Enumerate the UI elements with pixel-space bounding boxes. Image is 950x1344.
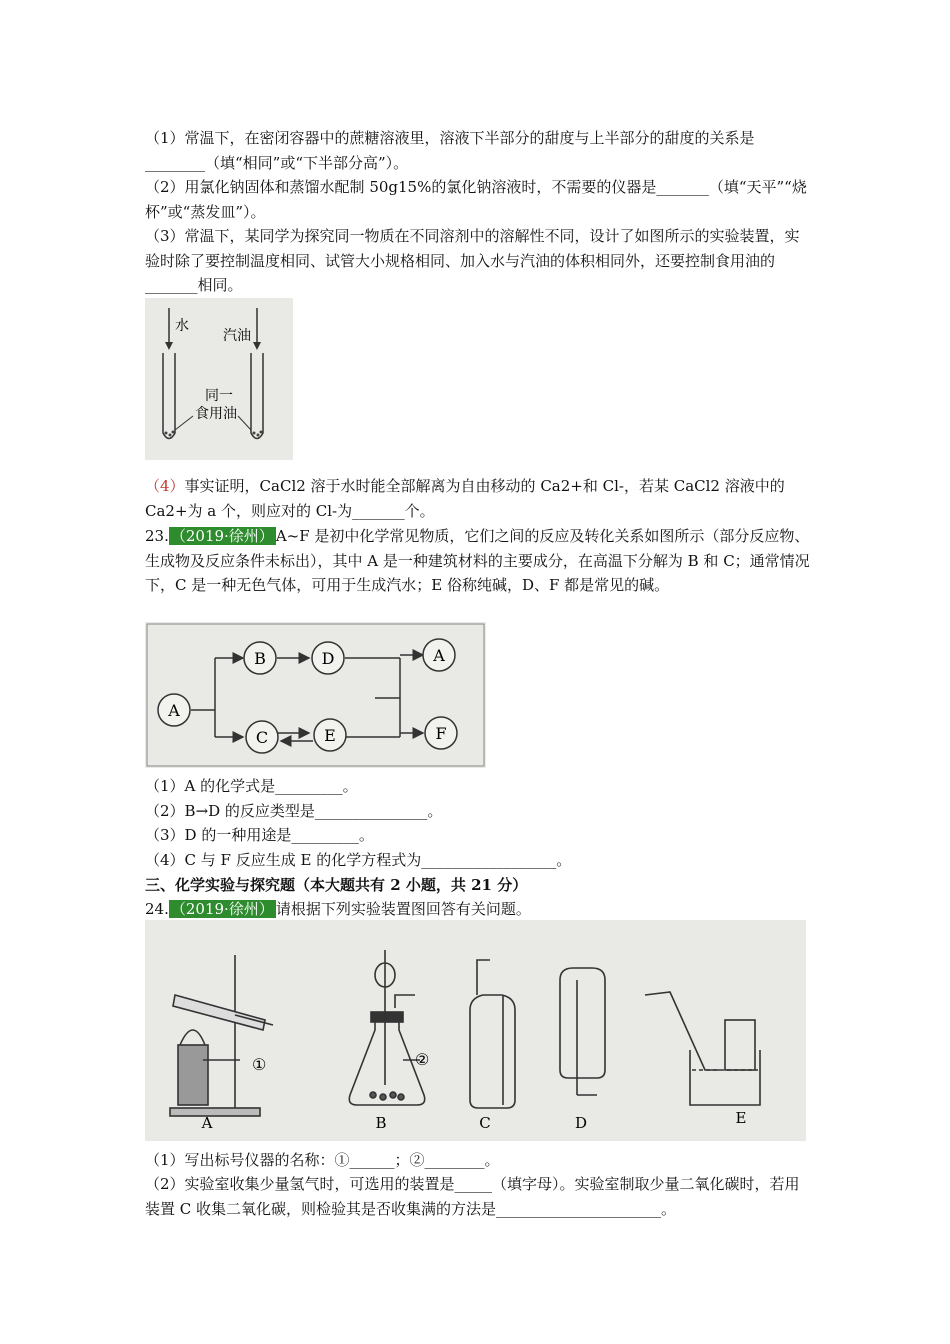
q24-source-tag: （2019·徐州） bbox=[170, 900, 274, 918]
q22-part4 bbox=[145, 474, 810, 523]
q23-sub1: （1）A 的化学式是_________。 bbox=[145, 777, 358, 795]
mark-two: ② bbox=[415, 1050, 430, 1069]
node-f: F bbox=[435, 724, 447, 743]
apparatus-label-b: B bbox=[375, 1114, 387, 1132]
node-a-product: A bbox=[433, 646, 445, 665]
q22-part1: （1）常温下，在密闭容器中的蔗糖溶液里，溶液下半部分的甜度与上半部分的甜度的关系是________（填“相同”或“下半部分高”）。 bbox=[145, 129, 755, 172]
q24-part2: （2）实验室收集少量氢气时，可选用的装置是_____（填字母）。实验室制取少量二氧化碳时，若用装置 C 收集二氧化碳，则检验其是否收集满的方法是______________________。 bbox=[145, 1175, 800, 1218]
q23-stem bbox=[145, 524, 810, 598]
conversion-diagram-svg bbox=[145, 622, 486, 768]
q24-stem bbox=[145, 897, 810, 922]
q23-sub2: （2）B→D 的反应类型是_______________。 bbox=[145, 802, 443, 820]
gasoline-label: 汽油 bbox=[223, 328, 251, 344]
q24-text: 请根据下列实验装置图回答有关问题。 bbox=[275, 900, 531, 918]
conversion-diagram bbox=[145, 622, 486, 768]
apparatus-figure bbox=[145, 920, 806, 1141]
node-b: B bbox=[254, 649, 266, 668]
test-tube-figure bbox=[145, 298, 293, 460]
node-a: A bbox=[168, 701, 180, 720]
test-tube-illustration bbox=[145, 298, 293, 460]
node-c: C bbox=[255, 728, 269, 747]
oil-label-line2: 食用油 bbox=[195, 406, 237, 422]
q23-source-tag: （2019·徐州） bbox=[170, 527, 274, 545]
apparatus-label-d: D bbox=[574, 1114, 588, 1132]
q22-part2: （2）用氯化钠固体和蒸馏水配制 50g15%的氯化钠溶液时，不需要的仪器是_______（填“天平”“烧杯”或“蒸发皿”）。 bbox=[145, 178, 807, 221]
node-d: D bbox=[321, 649, 335, 668]
q23-text: A~F 是初中化学常见物质，它们之间的反应及转化关系如图所示（部分反应物、生成物及反应条件未标出），其中 A 是一种建筑材料的主要成分，在高温下分解为 B 和 C；通常情况下，C 是一种无色气体，可用于生成汽水；E 俗称纯碱，D、F 都是常见的碱。 bbox=[145, 527, 810, 594]
apparatus-label-c: C bbox=[479, 1114, 491, 1132]
q23-sub4: （4）C 与 F 反应生成 E 的化学方程式为__________________。 bbox=[145, 851, 572, 869]
q23-sub3: （3）D 的一种用途是_________。 bbox=[145, 826, 374, 844]
q22-part4-number: （4） bbox=[145, 477, 185, 495]
water-label: 水 bbox=[175, 318, 189, 334]
q23-number: 23. bbox=[145, 527, 169, 545]
q24-part1: （1）写出标号仪器的名称：①______；②________。 bbox=[145, 1151, 500, 1169]
q22-part4-text: 事实证明，CaCl2 溶于水时能全部解离为自由移动的 Ca2+和 Cl-，若某 CaCl2 溶液中的 Ca2+为 a 个，则应对的 Cl-为_______个。 bbox=[145, 477, 785, 520]
node-e: E bbox=[324, 726, 336, 745]
apparatus-label-a: A bbox=[201, 1114, 213, 1132]
mark-one: ① bbox=[252, 1055, 267, 1074]
q24-number: 24. bbox=[145, 900, 169, 918]
oil-label-line1: 同一 bbox=[205, 388, 233, 404]
apparatus-label-e: E bbox=[735, 1109, 747, 1127]
apparatus-illustration bbox=[145, 920, 806, 1141]
section-three-heading: 三、化学实验与探究题（本大题共有 2 小题，共 21 分） bbox=[145, 876, 528, 894]
q22-part3: （3）常温下，某同学为探究同一物质在不同溶剂中的溶解性不同，设计了如图所示的实验装置，实验时除了要控制温度相同、试管大小规格相同、加入水与汽油的体积相同外，还要控制食用油的_______相同。 bbox=[145, 227, 800, 294]
